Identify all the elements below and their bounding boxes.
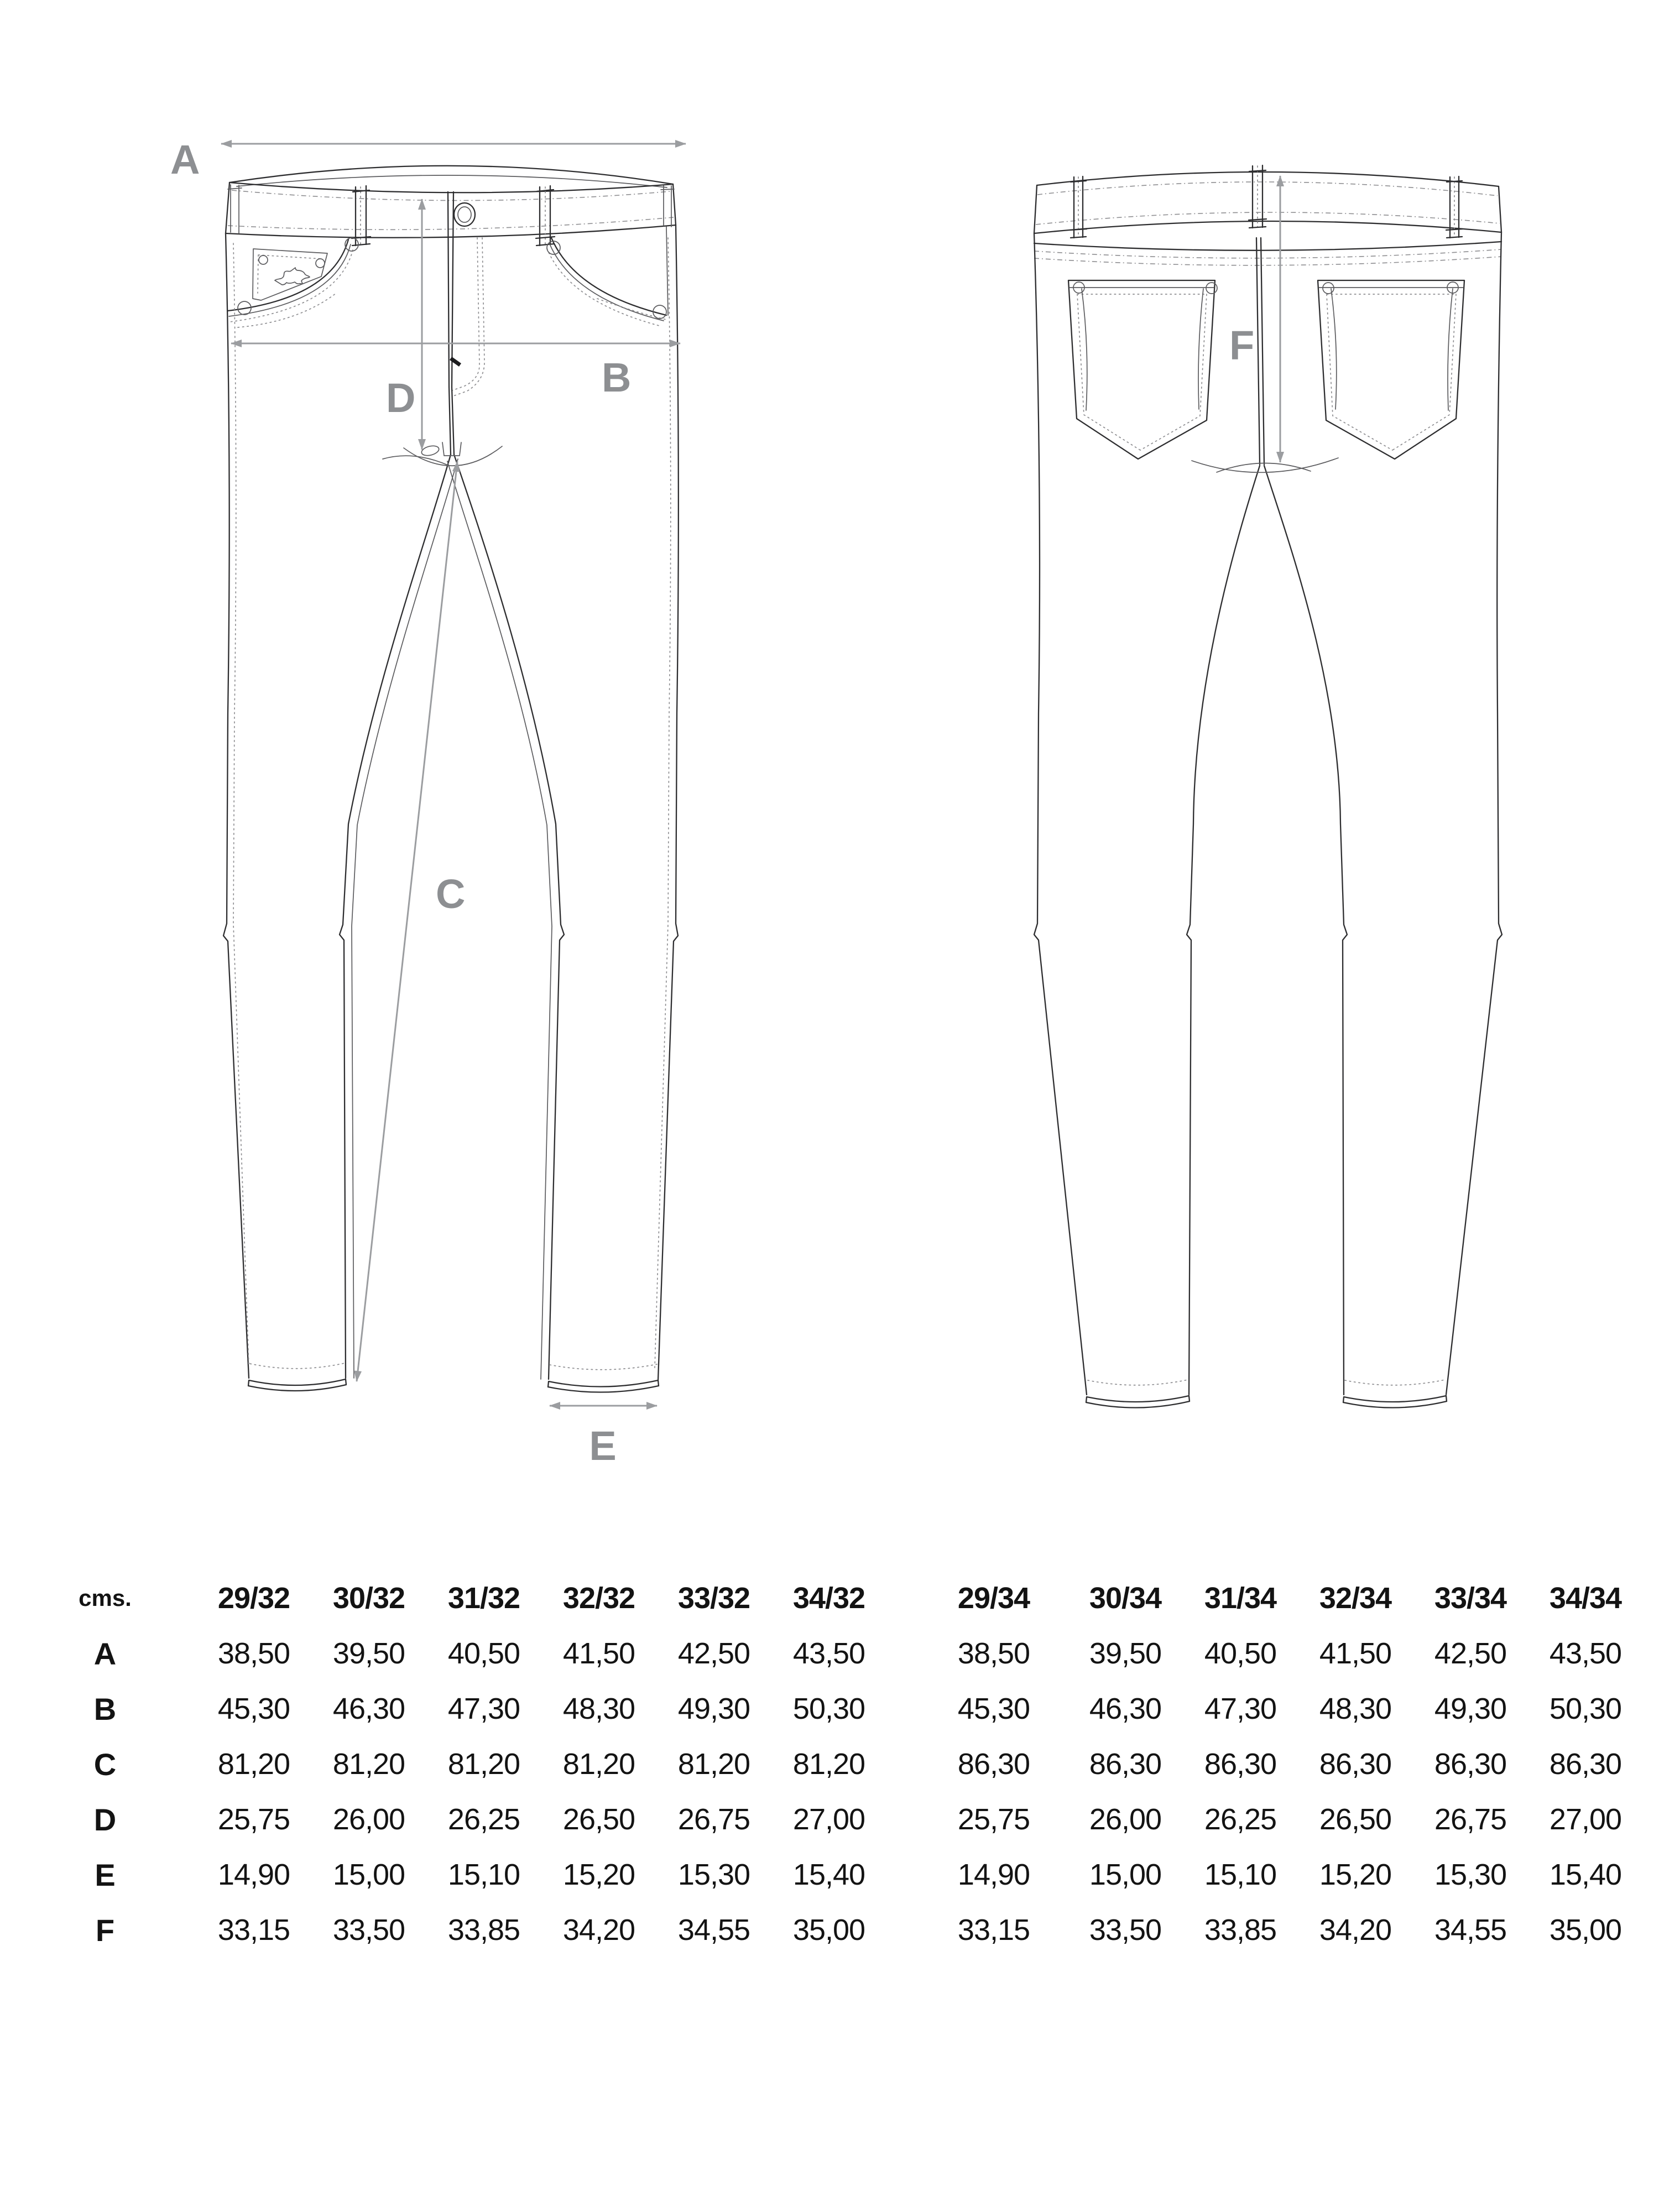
back-center-seam <box>1256 238 1264 465</box>
size-cell: 26,75 <box>677 1803 750 1836</box>
front-coin-pocket <box>253 249 327 300</box>
size-cell: 35,00 <box>1549 1913 1622 1947</box>
size-table-grid <box>14 1571 1643 1958</box>
rivet-icon <box>259 255 268 264</box>
back-waistband <box>1034 172 1501 233</box>
size-cell: 86,30 <box>1204 1747 1277 1781</box>
size-cell: 81,20 <box>562 1747 635 1781</box>
size-col-header: 29/32 <box>217 1582 290 1615</box>
size-cell: 14,90 <box>217 1858 290 1891</box>
size-cell: 27,00 <box>1549 1803 1622 1836</box>
measure-label-b: B <box>602 354 632 400</box>
size-cell: 47,30 <box>447 1692 520 1725</box>
size-cell: 43,50 <box>792 1637 865 1670</box>
size-cell: 86,30 <box>1089 1747 1162 1781</box>
size-cell: 15,40 <box>792 1858 865 1891</box>
size-header-row <box>14 1571 1643 1626</box>
size-col-header: 33/34 <box>1434 1582 1507 1615</box>
rivet-icon <box>1206 283 1217 294</box>
size-cell: 25,75 <box>957 1803 1030 1836</box>
front-annotations <box>170 137 686 1469</box>
size-col-header: 31/34 <box>1204 1582 1277 1615</box>
size-cell: 26,00 <box>332 1803 405 1836</box>
size-cell: 25,75 <box>217 1803 290 1836</box>
size-cell: 26,25 <box>447 1803 520 1836</box>
size-cell: 40,50 <box>1204 1637 1277 1670</box>
size-cell: 33,85 <box>447 1913 520 1947</box>
size-cell: 33,85 <box>1204 1913 1277 1947</box>
back-yoke <box>1034 242 1501 265</box>
size-table-body <box>14 1626 1643 1958</box>
size-col-header: 30/34 <box>1089 1582 1162 1615</box>
rivet-icon <box>316 259 325 268</box>
size-cell: 15,10 <box>1204 1858 1277 1891</box>
size-cell: 45,30 <box>217 1692 290 1725</box>
size-cell: 47,30 <box>1204 1692 1277 1725</box>
front-waistband <box>226 166 676 238</box>
size-cell: 15,40 <box>1549 1858 1622 1891</box>
measure-row-label: E <box>95 1857 116 1892</box>
unit-header: cms. <box>79 1585 132 1611</box>
belt-loop-icon <box>1446 176 1463 238</box>
size-col-header: 32/32 <box>562 1582 635 1615</box>
size-cell: 26,25 <box>1204 1803 1277 1836</box>
table-row <box>14 1626 1643 1681</box>
belt-loop-icon <box>1249 165 1266 228</box>
size-cell: 39,50 <box>332 1637 405 1670</box>
size-cell: 38,50 <box>217 1637 290 1670</box>
back-annotations <box>1229 176 1280 462</box>
size-cell: 86,30 <box>1434 1747 1507 1781</box>
size-cell: 81,20 <box>217 1747 290 1781</box>
size-cell: 33,15 <box>957 1913 1030 1947</box>
front-pocket-right <box>547 227 668 326</box>
size-col-header: 32/34 <box>1319 1582 1392 1615</box>
size-cell: 81,20 <box>447 1747 520 1781</box>
table-row <box>14 1847 1643 1902</box>
size-cell: 42,50 <box>677 1637 750 1670</box>
measure-row-label: F <box>95 1912 115 1948</box>
size-cell: 43,50 <box>1549 1637 1622 1670</box>
size-col-header: 33/32 <box>677 1582 750 1615</box>
measure-row-label: D <box>93 1802 117 1837</box>
size-cell: 34,55 <box>1434 1913 1507 1947</box>
measure-label-d: D <box>386 375 416 421</box>
measure-row-label: A <box>93 1636 117 1671</box>
table-row <box>14 1736 1643 1792</box>
size-cell: 15,00 <box>1089 1858 1162 1891</box>
size-cell: 50,30 <box>792 1692 865 1725</box>
back-pocket-right <box>1318 280 1464 459</box>
size-cell: 50,30 <box>1549 1692 1622 1725</box>
size-cell: 34,55 <box>677 1913 750 1947</box>
size-cell: 15,30 <box>1434 1858 1507 1891</box>
jeans-back-view <box>1012 127 1537 1482</box>
size-cell: 86,30 <box>1549 1747 1622 1781</box>
size-cell: 41,50 <box>1319 1637 1392 1670</box>
measure-label-c: C <box>436 871 466 917</box>
size-cell: 40,50 <box>447 1637 520 1670</box>
size-cell: 81,20 <box>332 1747 405 1781</box>
measure-label-a: A <box>170 137 200 182</box>
belt-loop-icon <box>536 186 555 246</box>
front-pocket-left <box>228 238 358 327</box>
size-cell: 33,50 <box>332 1913 405 1947</box>
size-col-header: 30/32 <box>332 1582 405 1615</box>
size-cell: 49,30 <box>1434 1692 1507 1725</box>
size-col-header: 31/32 <box>447 1582 520 1615</box>
size-cell: 45,30 <box>957 1692 1030 1725</box>
size-cell: 33,50 <box>1089 1913 1162 1947</box>
size-cell: 15,20 <box>1319 1858 1392 1891</box>
size-cell: 15,30 <box>677 1858 750 1891</box>
size-cell: 15,20 <box>562 1858 635 1891</box>
size-cell: 33,15 <box>217 1913 290 1947</box>
size-cell: 34,20 <box>562 1913 635 1947</box>
front-crotch-detail <box>383 442 502 466</box>
table-row <box>14 1792 1643 1847</box>
size-cell: 14,90 <box>957 1858 1030 1891</box>
belt-loop-icon <box>352 186 371 246</box>
front-fly <box>448 192 484 455</box>
size-cell: 38,50 <box>957 1637 1030 1670</box>
size-cell: 48,30 <box>562 1692 635 1725</box>
size-cell: 26,00 <box>1089 1803 1162 1836</box>
size-cell: 26,50 <box>562 1803 635 1836</box>
size-col-header: 34/32 <box>792 1582 865 1615</box>
size-cell: 49,30 <box>677 1692 750 1725</box>
size-col-header: 34/34 <box>1549 1582 1622 1615</box>
measure-label-f: F <box>1229 322 1255 368</box>
measure-row-label: C <box>93 1746 117 1782</box>
size-cell: 46,30 <box>1089 1692 1162 1725</box>
front-button-icon <box>454 203 475 226</box>
size-cell: 39,50 <box>1089 1637 1162 1670</box>
size-cell: 26,50 <box>1319 1803 1392 1836</box>
back-pocket-left <box>1068 280 1217 459</box>
measure-row-label: B <box>93 1691 117 1726</box>
back-legs <box>1034 232 1502 1408</box>
size-cell: 48,30 <box>1319 1692 1392 1725</box>
size-cell: 41,50 <box>562 1637 635 1670</box>
size-cell: 46,30 <box>332 1692 405 1725</box>
size-cell: 27,00 <box>792 1803 865 1836</box>
belt-loop-icon <box>1070 176 1087 238</box>
jeans-front-view <box>166 127 719 1482</box>
size-cell: 35,00 <box>792 1913 865 1947</box>
size-cell: 86,30 <box>957 1747 1030 1781</box>
size-cell: 81,20 <box>677 1747 750 1781</box>
table-row <box>14 1902 1643 1958</box>
table-row <box>14 1681 1643 1736</box>
size-cell: 42,50 <box>1434 1637 1507 1670</box>
size-cell: 15,10 <box>447 1858 520 1891</box>
size-cell: 34,20 <box>1319 1913 1392 1947</box>
size-table-head <box>14 1571 1643 1626</box>
size-col-header: 29/34 <box>957 1582 1030 1615</box>
size-cell: 86,30 <box>1319 1747 1392 1781</box>
size-cell: 81,20 <box>792 1747 865 1781</box>
rivet-icon <box>1323 283 1334 294</box>
size-cell: 15,00 <box>332 1858 405 1891</box>
measure-label-e: E <box>589 1423 617 1469</box>
size-cell: 26,75 <box>1434 1803 1507 1836</box>
running-horse-logo-icon <box>275 268 310 285</box>
